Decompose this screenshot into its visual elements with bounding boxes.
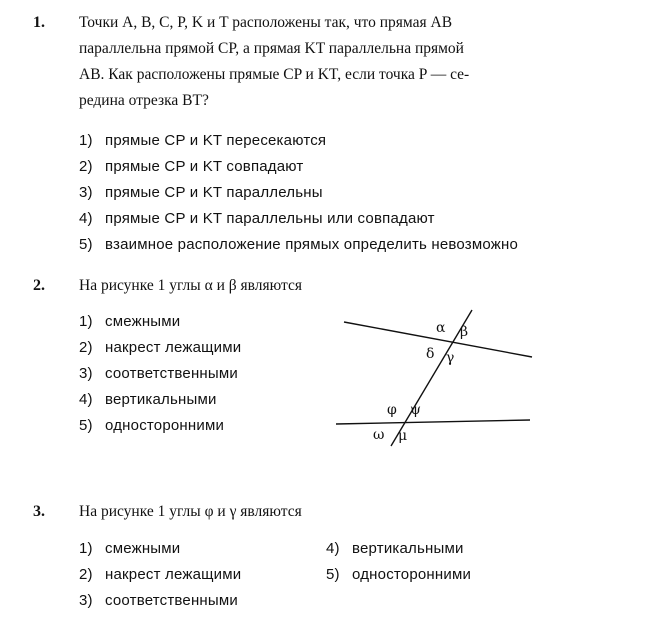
option-number: 4) bbox=[79, 210, 93, 227]
option-text: односторонними bbox=[352, 566, 472, 583]
option-text: соответственными bbox=[105, 365, 238, 382]
angle-label-beta: β bbox=[460, 324, 469, 340]
option-text: соответственными bbox=[105, 592, 238, 609]
option-number: 2) bbox=[79, 339, 93, 356]
option-text: прямые CP и KT параллельны или совпадают bbox=[105, 210, 435, 227]
option-text: взаимное расположение прямых определить невозможно bbox=[105, 236, 519, 253]
question-2-option bbox=[79, 313, 180, 330]
angle-label-psi: ψ bbox=[410, 402, 421, 418]
angle-label-alpha: α bbox=[436, 320, 446, 336]
option-number: 2) bbox=[79, 158, 93, 175]
question-3-number: 3. bbox=[33, 503, 45, 520]
angle-label-mu: μ bbox=[398, 428, 408, 444]
option-number: 4) bbox=[326, 540, 340, 557]
option-text: прямые CP и KT параллельны bbox=[105, 184, 323, 201]
question-3-option bbox=[326, 566, 471, 583]
option-number: 3) bbox=[79, 365, 93, 382]
question-1-text-line: AB. Как расположены прямые CP и KT, если точка P — се- bbox=[79, 66, 470, 83]
option-number: 4) bbox=[79, 391, 93, 408]
question-3-option bbox=[79, 592, 238, 609]
option-text: смежными bbox=[105, 313, 181, 330]
question-2-text: На рисунке 1 углы α и β являются bbox=[79, 277, 302, 294]
lower-line bbox=[336, 420, 530, 424]
question-1-option bbox=[79, 132, 326, 149]
option-number: 5) bbox=[79, 417, 93, 434]
figure-1-diagram bbox=[330, 308, 540, 448]
angle-label-gamma: γ bbox=[446, 350, 455, 366]
question-1-option bbox=[79, 184, 323, 201]
option-text: прямые CP и KT совпадают bbox=[105, 158, 304, 175]
option-text: односторонними bbox=[105, 417, 225, 434]
question-1-text-line: Точки A, B, C, P, K и T расположены так, что прямая AB bbox=[79, 14, 453, 31]
option-text: прямые CP и KT пересекаются bbox=[105, 132, 327, 149]
question-3-option bbox=[79, 540, 180, 557]
option-text: накрест лежащими bbox=[105, 339, 242, 356]
question-2-option bbox=[79, 339, 241, 356]
option-number: 1) bbox=[79, 132, 93, 149]
question-1-text-line: редина отрезка BT? bbox=[79, 92, 209, 109]
question-3-option bbox=[326, 540, 464, 557]
option-number: 3) bbox=[79, 184, 93, 201]
option-number: 5) bbox=[79, 236, 93, 253]
question-1-option bbox=[79, 158, 304, 175]
option-text: вертикальными bbox=[105, 391, 217, 408]
angle-label-phi: φ bbox=[387, 402, 397, 418]
option-text: смежными bbox=[105, 540, 181, 557]
question-3-text: На рисунке 1 углы φ и γ являются bbox=[79, 503, 302, 520]
option-number: 1) bbox=[79, 313, 93, 330]
question-1-number: 1. bbox=[33, 14, 45, 31]
option-number: 1) bbox=[79, 540, 93, 557]
option-number: 3) bbox=[79, 592, 93, 609]
question-2-number: 2. bbox=[33, 277, 45, 294]
question-1-option bbox=[79, 210, 435, 227]
question-2-option bbox=[79, 417, 224, 434]
option-number: 2) bbox=[79, 566, 93, 583]
question-1-option bbox=[79, 236, 518, 253]
question-3-option bbox=[79, 566, 241, 583]
question-2-option bbox=[79, 391, 217, 408]
option-text: накрест лежащими bbox=[105, 566, 242, 583]
question-1-text-line: параллельна прямой CP, а прямая KT параллельна прямой bbox=[79, 40, 464, 57]
question-2-option bbox=[79, 365, 238, 382]
option-text: вертикальными bbox=[352, 540, 464, 557]
angle-label-delta: δ bbox=[426, 346, 435, 362]
angle-label-omega: ω bbox=[373, 427, 385, 443]
option-number: 5) bbox=[326, 566, 340, 583]
